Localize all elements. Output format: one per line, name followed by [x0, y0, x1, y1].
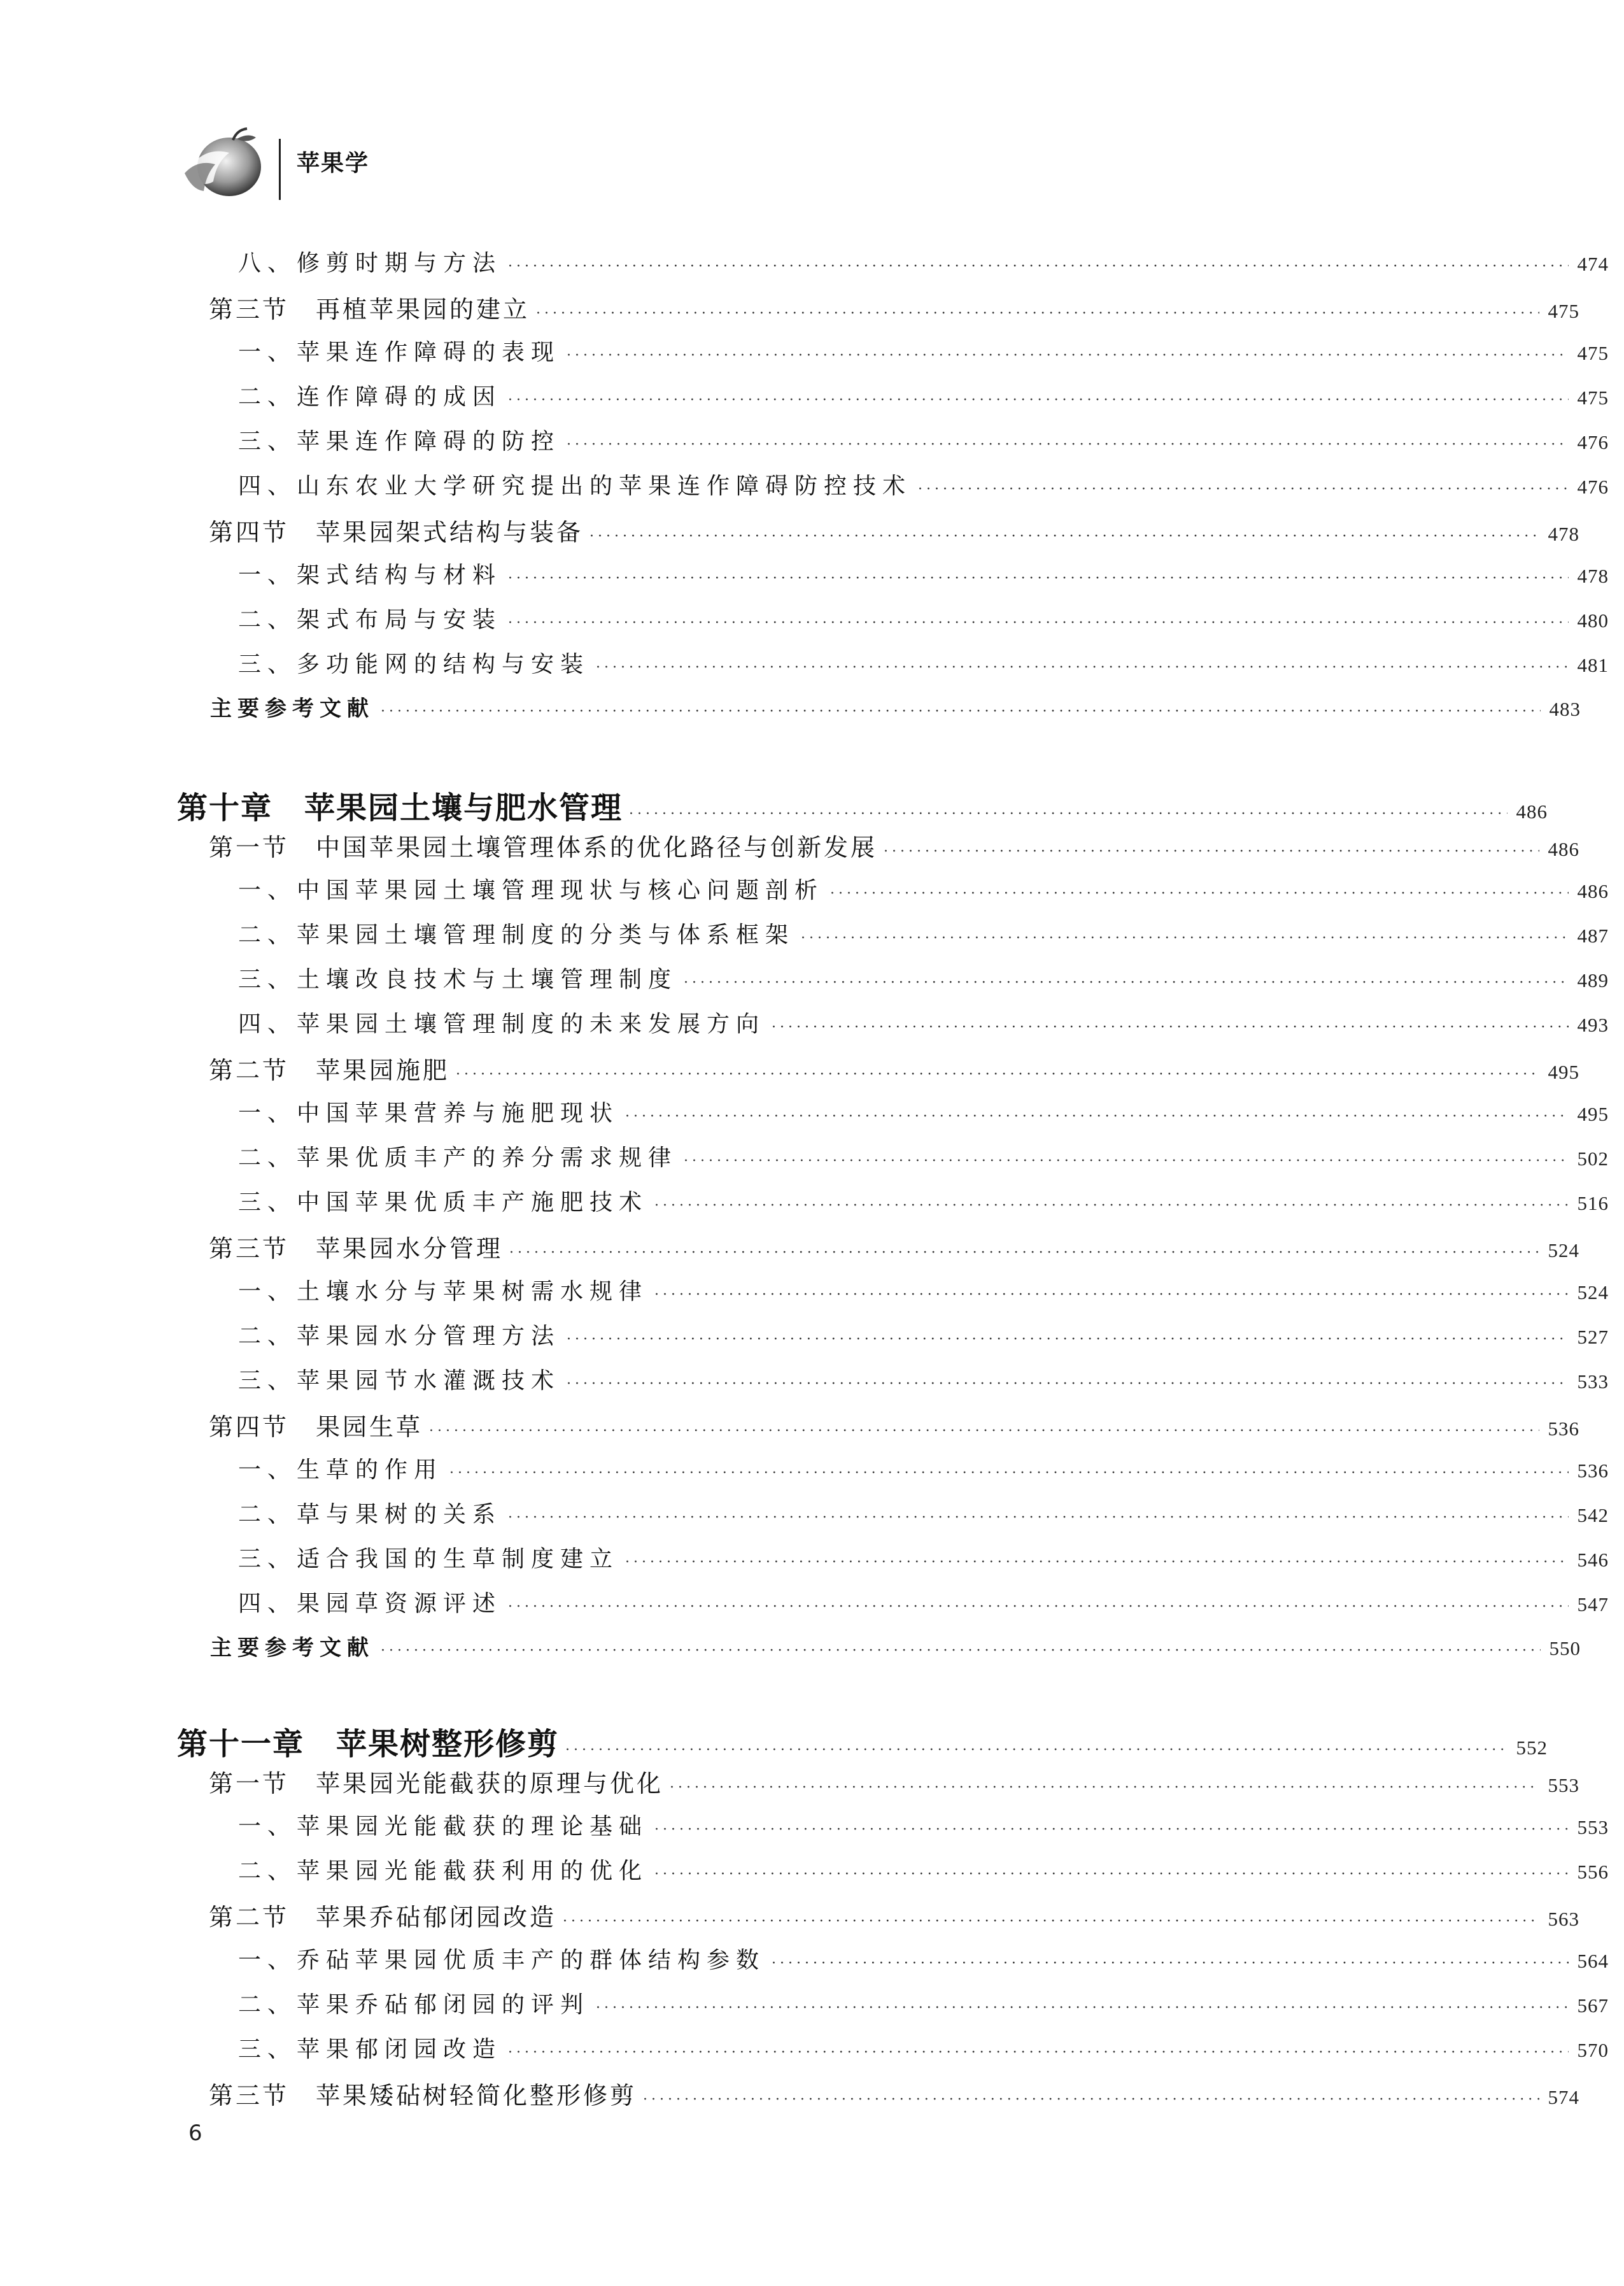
toc-entry-title: 第一节 中国苹果园土壤管理体系的优化路径与创新发展 — [209, 834, 878, 862]
toc-entry-title: 一、生草的作用 — [238, 1457, 444, 1483]
toc-entry-title: 八、修剪时期与方法 — [238, 250, 502, 276]
dot-leader — [629, 806, 1507, 822]
toc-section — [0, 513, 1581, 548]
toc-section — [0, 1764, 1581, 1799]
toc-item — [0, 646, 1610, 679]
toc-entry-title: 第三节 再植苹果园的建立 — [209, 295, 530, 323]
toc-item — [0, 962, 1610, 994]
dot-leader — [563, 1913, 1539, 1929]
toc-entry-title: 三、多功能网的结构与安装 — [238, 651, 590, 678]
dot-leader — [508, 1599, 1568, 1615]
toc-section — [0, 1898, 1581, 1933]
toc-item — [0, 1586, 1610, 1618]
toc-item — [0, 1942, 1610, 1975]
toc-item — [0, 1541, 1610, 1573]
header-divider — [279, 139, 281, 200]
toc-page-number: 486 — [1577, 880, 1609, 902]
toc-page-number: 475 — [1548, 300, 1579, 322]
toc-entry-title: 一、乔砧苹果园优质丰产的群体结构参数 — [238, 1947, 766, 1973]
toc-item — [0, 557, 1610, 590]
dot-leader — [654, 1287, 1568, 1303]
toc-item — [0, 1363, 1610, 1395]
dot-leader — [508, 2045, 1568, 2061]
toc-entry-title: 一、架式结构与材料 — [238, 562, 502, 588]
toc-page-number: 493 — [1577, 1014, 1609, 1036]
toc-item — [0, 423, 1610, 456]
toc-page-number: 516 — [1577, 1192, 1609, 1214]
dot-leader — [567, 348, 1568, 364]
toc-page-number: 475 — [1577, 387, 1609, 409]
toc-page-number: 480 — [1577, 609, 1609, 632]
dot-leader — [429, 1423, 1539, 1439]
dot-leader — [508, 1510, 1568, 1526]
dot-leader — [509, 1245, 1539, 1261]
page-number: 6 — [188, 2120, 202, 2146]
toc-entry-title: 第一节 苹果园光能截获的原理与优化 — [209, 1770, 664, 1798]
toc-entry-title: 二、苹果优质丰产的养分需求规律 — [238, 1145, 678, 1171]
toc-entry-title: 二、架式布局与安装 — [238, 607, 502, 633]
toc-page-number: 476 — [1577, 431, 1609, 453]
toc-item — [0, 379, 1610, 411]
toc-entry-title: 四、山东农业大学研究提出的苹果连作障碍防控技术 — [238, 473, 912, 499]
toc-ref — [0, 691, 1582, 722]
dot-leader — [567, 1376, 1568, 1392]
toc-item — [0, 245, 1610, 278]
dot-leader — [508, 615, 1568, 631]
toc-entry-title: 第二节 苹果园施肥 — [209, 1056, 450, 1084]
toc-entry-title: 第三节 苹果园水分管理 — [209, 1235, 504, 1263]
toc-page-number: 574 — [1548, 2086, 1579, 2108]
toc-entry-title: 第四节 苹果园架式结构与装备 — [209, 518, 584, 546]
toc-entry-title: 主要参考文献 — [210, 1635, 374, 1661]
toc-item — [0, 1095, 1610, 1128]
apple-logo — [178, 127, 267, 204]
toc-page-number: 533 — [1577, 1370, 1609, 1393]
toc-page-number: 486 — [1516, 800, 1548, 823]
toc-page-number: 495 — [1577, 1103, 1609, 1125]
toc-page-number: 567 — [1577, 1994, 1609, 2017]
toc-page-number: 483 — [1549, 698, 1581, 720]
dot-leader — [654, 1866, 1568, 1882]
toc-entry-title: 三、土壤改良技术与土壤管理制度 — [238, 967, 678, 993]
toc-page-number: 536 — [1548, 1417, 1579, 1440]
dot-leader — [643, 2092, 1539, 2108]
toc-page-number: 474 — [1577, 253, 1609, 275]
toc-entry-title: 主要参考文献 — [210, 696, 374, 721]
toc-entry-title: 四、果园草资源评述 — [238, 1591, 502, 1617]
toc-entry-title: 一、苹果园光能截获的理论基础 — [238, 1814, 649, 1840]
dot-leader — [625, 1554, 1568, 1570]
toc-page-number: 564 — [1577, 1950, 1609, 1972]
toc-section — [0, 1051, 1581, 1086]
dot-leader — [381, 704, 1541, 720]
dot-leader — [596, 660, 1568, 676]
toc-entry-title: 三、苹果园节水灌溉技术 — [238, 1368, 561, 1394]
toc-page-number: 542 — [1577, 1504, 1609, 1526]
toc-entry-title: 二、苹果园光能截获利用的优化 — [238, 1858, 649, 1884]
toc-entry-title: 三、适合我国的生草制度建立 — [238, 1546, 619, 1572]
toc-item — [0, 1318, 1610, 1351]
toc-entry-title: 四、苹果园土壤管理制度的未来发展方向 — [238, 1011, 766, 1037]
toc-chapter — [0, 1719, 1549, 1763]
toc-item — [0, 1496, 1610, 1529]
toc-entry-title: 三、苹果连作障碍的防控 — [238, 429, 561, 455]
dot-leader — [567, 1331, 1568, 1347]
toc-page-number: 536 — [1577, 1459, 1609, 1482]
toc-entry-title: 三、中国苹果优质丰产施肥技术 — [238, 1189, 649, 1216]
dot-leader — [596, 2000, 1568, 2016]
dot-leader — [772, 1956, 1568, 1971]
toc-entry-title: 二、草与果树的关系 — [238, 1502, 502, 1528]
toc-page-number: 486 — [1548, 838, 1579, 860]
toc-item — [0, 872, 1610, 905]
dot-leader — [590, 529, 1539, 544]
toc-page-number: 570 — [1577, 2039, 1609, 2061]
toc-page-number: 524 — [1548, 1239, 1579, 1261]
toc-page-number: 553 — [1577, 1816, 1609, 1838]
toc-page-number: 476 — [1577, 476, 1609, 498]
toc-ref — [0, 1630, 1582, 1661]
toc-section — [0, 1229, 1581, 1264]
toc-page-number: 487 — [1577, 925, 1609, 947]
toc-entry-title: 第十一章 苹果树整形修剪 — [177, 1726, 560, 1762]
toc-section — [0, 290, 1581, 325]
dot-leader — [381, 1643, 1541, 1659]
toc-page-number: 502 — [1577, 1147, 1609, 1170]
dot-leader — [801, 930, 1568, 946]
toc-page-number: 546 — [1577, 1549, 1609, 1571]
toc-item — [0, 1140, 1610, 1172]
toc-entry-title: 二、苹果园水分管理方法 — [238, 1323, 561, 1349]
dot-leader — [508, 571, 1568, 586]
toc-item — [0, 1987, 1610, 2019]
toc-page-number: 547 — [1577, 1593, 1609, 1615]
dot-leader — [536, 306, 1539, 322]
toc-page-number: 478 — [1577, 565, 1609, 587]
toc-item — [0, 917, 1610, 949]
toc-page-number: 495 — [1548, 1061, 1579, 1083]
dot-leader — [772, 1019, 1568, 1035]
toc-item — [0, 1853, 1610, 1885]
toc-item — [0, 1006, 1610, 1039]
toc-section — [0, 828, 1581, 863]
toc-page-number: 553 — [1548, 1774, 1579, 1796]
toc-page-number: 524 — [1577, 1281, 1609, 1303]
dot-leader — [508, 259, 1568, 274]
dot-leader — [684, 1153, 1568, 1169]
toc-page-number: 552 — [1516, 1736, 1548, 1759]
toc-section — [0, 2076, 1581, 2111]
dot-leader — [670, 1780, 1539, 1796]
dot-leader — [565, 1742, 1507, 1758]
running-header — [172, 121, 745, 210]
toc-item — [0, 2031, 1610, 2064]
dot-leader — [918, 481, 1568, 497]
dot-leader — [830, 886, 1568, 902]
toc-entry-title: 三、苹果郁闭园改造 — [238, 2036, 502, 2062]
dot-leader — [567, 437, 1568, 453]
toc-page-number: 478 — [1548, 523, 1579, 545]
toc-entry-title: 第四节 果园生草 — [209, 1413, 423, 1441]
toc-item — [0, 602, 1610, 634]
dot-leader — [508, 392, 1568, 408]
dot-leader — [456, 1067, 1539, 1083]
toc-entry-title: 一、中国苹果营养与施肥现状 — [238, 1100, 619, 1126]
toc-entry-title: 二、苹果园土壤管理制度的分类与体系框架 — [238, 922, 795, 948]
dot-leader — [684, 975, 1568, 991]
dot-leader — [884, 844, 1539, 860]
toc-item — [0, 1274, 1610, 1306]
toc-entry-title: 第二节 苹果乔砧郁闭园改造 — [209, 1903, 557, 1931]
toc-item — [0, 334, 1610, 367]
dot-leader — [654, 1822, 1568, 1838]
toc-item — [0, 468, 1610, 501]
toc-entry-title: 一、中国苹果园土壤管理现状与核心问题剖析 — [238, 877, 824, 904]
toc-entry-title: 一、土壤水分与苹果树需水规律 — [238, 1279, 649, 1305]
toc-entry-title: 二、苹果乔砧郁闭园的评判 — [238, 1992, 590, 2018]
toc-item — [0, 1452, 1610, 1484]
toc-entry-title: 第十章 苹果园土壤与肥水管理 — [177, 790, 623, 826]
toc-page-number: 556 — [1577, 1861, 1609, 1883]
toc-page-number: 481 — [1577, 654, 1609, 676]
dot-leader — [625, 1109, 1568, 1125]
toc-chapter — [0, 783, 1549, 827]
toc-page-number: 527 — [1577, 1326, 1609, 1348]
dot-leader — [654, 1198, 1568, 1214]
toc-section — [0, 1407, 1581, 1442]
toc-item — [0, 1184, 1610, 1217]
toc-page-number: 550 — [1549, 1637, 1581, 1659]
dot-leader — [449, 1465, 1568, 1481]
toc-page-number: 489 — [1577, 969, 1609, 991]
toc-page-number: 475 — [1577, 342, 1609, 364]
toc-entry-title: 一、苹果连作障碍的表现 — [238, 339, 561, 366]
toc-entry-title: 二、连作障碍的成因 — [238, 384, 502, 410]
toc-item — [0, 1808, 1610, 1841]
toc-entry-title: 第三节 苹果矮砧树轻简化整形修剪 — [209, 2082, 637, 2110]
toc-page-number: 563 — [1548, 1908, 1579, 1930]
book-title: 苹果学 — [297, 150, 370, 176]
